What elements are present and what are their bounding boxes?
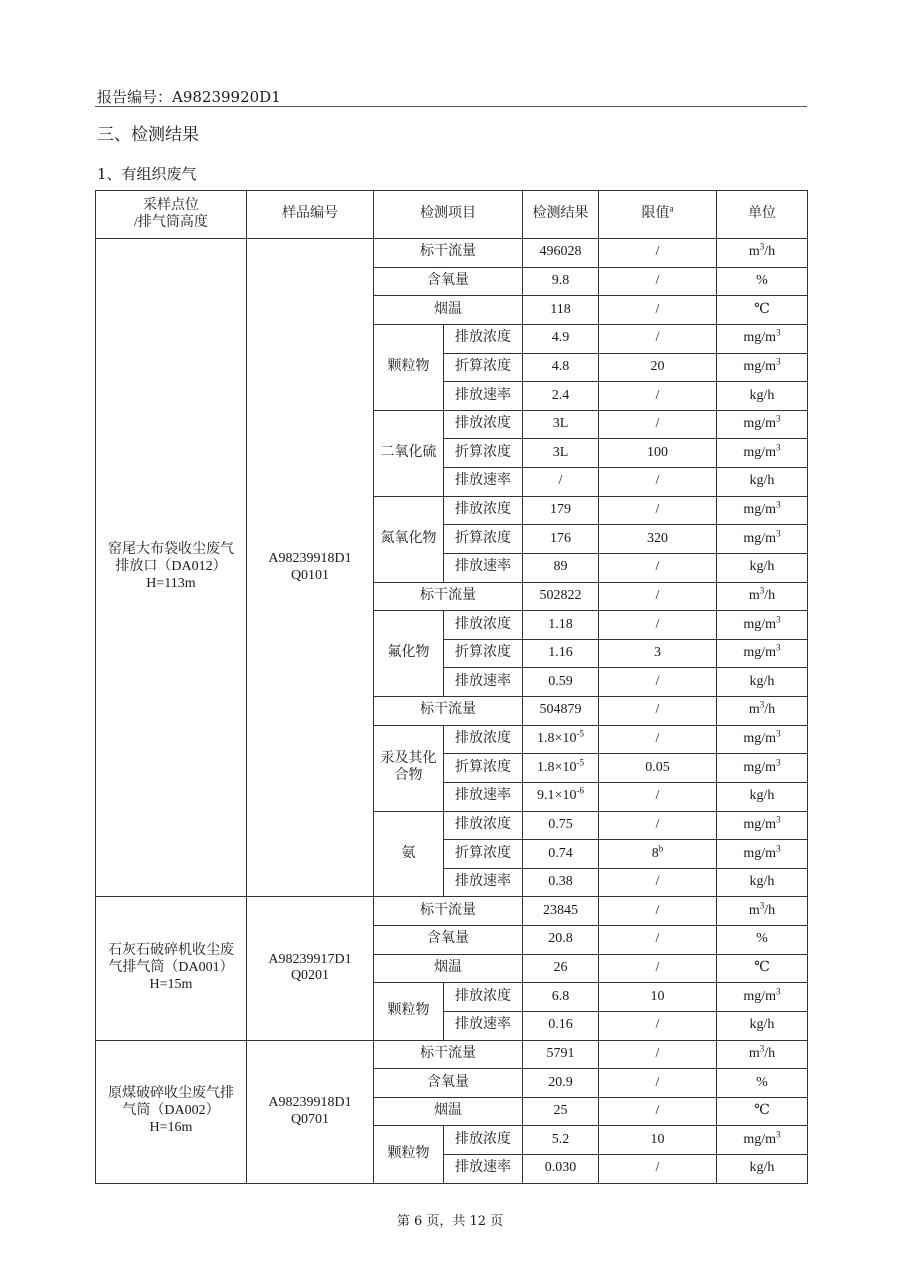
unit-cell: ℃ <box>717 1097 808 1126</box>
result-value: 0.75 <box>548 816 573 832</box>
sub-item-cell: 排放速率 <box>444 1155 523 1184</box>
unit-cell: $mg/m^3$ <box>717 725 808 754</box>
limit-cell <box>599 1069 717 1098</box>
result-cell <box>523 840 599 869</box>
result-value: 4.9 <box>551 330 570 346</box>
limit-cell <box>599 954 717 983</box>
unit-cell: $mg/m^3$ <box>717 811 808 840</box>
header-divider <box>95 106 807 107</box>
limit-value: 10 <box>650 988 665 1004</box>
limit-cell <box>599 496 717 525</box>
unit-cell: ℃ <box>717 296 808 325</box>
result-exponent: -5 <box>576 757 584 767</box>
unit-cell: % <box>717 267 808 296</box>
limit-value: / <box>655 816 660 832</box>
limit-cell <box>599 582 717 611</box>
sub-item-cell: 排放速率 <box>444 382 523 411</box>
limit-value: / <box>655 902 660 918</box>
result-cell <box>523 1040 599 1069</box>
limit-cell <box>599 611 717 640</box>
limit-cell <box>599 1126 717 1155</box>
unit-cell: $m^3/h$ <box>717 239 808 268</box>
result-cell <box>523 811 599 840</box>
result-cell <box>523 382 599 411</box>
result-value: 1.8×10 <box>537 731 577 747</box>
col-header-sample: 样品编号 <box>247 191 374 239</box>
result-cell <box>523 496 599 525</box>
item-cell: 标干流量 <box>374 697 523 726</box>
result-value: 25 <box>553 1103 568 1119</box>
result-cell <box>523 926 599 955</box>
unit-cell: $mg/m^3$ <box>717 983 808 1012</box>
limit-value: / <box>655 931 660 947</box>
sub-item-cell: 折算浓度 <box>444 639 523 668</box>
result-value: 176 <box>550 530 571 546</box>
item-cell: 烟温 <box>374 954 523 983</box>
result-cell <box>523 1097 599 1126</box>
unit-cell: $mg/m^3$ <box>717 496 808 525</box>
limit-cell <box>599 754 717 783</box>
unit-cell: % <box>717 926 808 955</box>
unit-cell: $mg/m^3$ <box>717 439 808 468</box>
result-value: 0.16 <box>548 1017 573 1033</box>
item-cell: 含氧量 <box>374 926 523 955</box>
result-cell <box>523 983 599 1012</box>
section-title: 三、检测结果 <box>97 125 199 145</box>
limit-cell <box>599 725 717 754</box>
result-cell <box>523 782 599 811</box>
limit-cell <box>599 639 717 668</box>
limit-value: / <box>655 1045 660 1061</box>
sub-item-cell: 排放浓度 <box>444 496 523 525</box>
table-row <box>96 897 808 926</box>
limit-cell <box>599 553 717 582</box>
unit-cell: kg/h <box>717 668 808 697</box>
unit-cell: ℃ <box>717 954 808 983</box>
result-value: 4.8 <box>551 358 570 374</box>
limit-footnote: b <box>658 842 664 853</box>
limit-cell <box>599 267 717 296</box>
parameter-cell: 氟化物 <box>374 611 444 697</box>
result-cell <box>523 611 599 640</box>
limit-cell <box>599 239 717 268</box>
report-number: 报告编号：A98239920D1 <box>97 88 281 106</box>
result-cell <box>523 239 599 268</box>
sub-item-cell: 排放浓度 <box>444 983 523 1012</box>
sample-id-cell: A98239918D1 Q0101 <box>247 239 374 897</box>
result-cell <box>523 697 599 726</box>
result-cell <box>523 267 599 296</box>
table-row <box>96 239 808 268</box>
unit-cell: $mg/m^3$ <box>717 353 808 382</box>
item-cell: 标干流量 <box>374 897 523 926</box>
result-exponent: -6 <box>576 785 584 796</box>
unit-cell: $m^3/h$ <box>717 582 808 611</box>
col-header-limit: 限值$^a$ <box>599 191 717 239</box>
limit-value: / <box>655 1074 660 1090</box>
sub-item-cell: 排放速率 <box>444 553 523 582</box>
limit-cell <box>599 353 717 382</box>
parameter-cell: 氨 <box>374 811 444 897</box>
limit-cell <box>599 697 717 726</box>
unit-cell: $mg/m^3$ <box>717 754 808 783</box>
result-value: 504879 <box>539 702 582 718</box>
limit-value: 100 <box>647 444 668 460</box>
limit-value: / <box>655 473 660 489</box>
result-cell <box>523 954 599 983</box>
sub-item-cell: 排放浓度 <box>444 725 523 754</box>
item-cell: 含氧量 <box>374 1069 523 1098</box>
unit-cell: $mg/m^3$ <box>717 639 808 668</box>
unit-cell: $m^3/h$ <box>717 1040 808 1069</box>
sub-item-cell: 折算浓度 <box>444 439 523 468</box>
result-value: 118 <box>550 301 571 317</box>
limit-value: / <box>655 559 660 575</box>
sub-item-cell: 折算浓度 <box>444 353 523 382</box>
limit-cell <box>599 782 717 811</box>
col-header-result: 检测结果 <box>523 191 599 239</box>
col-header-location: 采样点位 /排气筒高度 <box>96 191 247 239</box>
result-exponent: -5 <box>576 728 584 739</box>
limit-cell <box>599 926 717 955</box>
result-cell <box>523 754 599 783</box>
result-value: 89 <box>553 559 568 575</box>
limit-cell <box>599 1040 717 1069</box>
result-cell <box>523 296 599 325</box>
limit-value: / <box>655 960 660 976</box>
parameter-cell: 二氧化硫 <box>374 410 444 496</box>
item-cell: 标干流量 <box>374 239 523 268</box>
limit-cell <box>599 382 717 411</box>
parameter-cell: 颗粒物 <box>374 324 444 410</box>
sub-item-cell: 排放浓度 <box>444 1126 523 1155</box>
result-cell <box>523 353 599 382</box>
unit-cell: $m^3/h$ <box>717 697 808 726</box>
result-value: 179 <box>550 502 571 518</box>
result-cell <box>523 725 599 754</box>
result-value: 496028 <box>539 244 582 260</box>
limit-cell <box>599 1155 717 1184</box>
sub-item-cell: 排放浓度 <box>444 410 523 439</box>
limit-value: / <box>655 273 660 289</box>
result-cell <box>523 897 599 926</box>
unit-cell: kg/h <box>717 1155 808 1184</box>
item-cell: 含氧量 <box>374 267 523 296</box>
limit-value: / <box>655 1160 660 1176</box>
limit-value: 0.05 <box>645 759 670 775</box>
unit-cell: $mg/m^3$ <box>717 410 808 439</box>
result-value: 0.74 <box>548 845 573 861</box>
result-value: 20.9 <box>548 1074 573 1090</box>
unit-cell: kg/h <box>717 382 808 411</box>
unit-cell: kg/h <box>717 1011 808 1040</box>
parameter-cell: 颗粒物 <box>374 1126 444 1183</box>
result-value: 0.030 <box>544 1160 577 1176</box>
result-value: 20.8 <box>548 931 573 947</box>
limit-cell <box>599 439 717 468</box>
limit-cell <box>599 840 717 869</box>
unit-cell: $m^3/h$ <box>717 897 808 926</box>
result-cell <box>523 468 599 497</box>
limit-value: / <box>655 731 660 747</box>
parameter-cell: 颗粒物 <box>374 983 444 1040</box>
result-value: 5.2 <box>551 1131 570 1147</box>
unit-cell: kg/h <box>717 553 808 582</box>
unit-cell: $mg/m^3$ <box>717 611 808 640</box>
limit-cell <box>599 811 717 840</box>
result-cell <box>523 439 599 468</box>
unit-cell: $mg/m^3$ <box>717 1126 808 1155</box>
limit-cell <box>599 324 717 353</box>
item-cell: 烟温 <box>374 296 523 325</box>
parameter-cell: 氮氧化物 <box>374 496 444 582</box>
limit-value: / <box>655 502 660 518</box>
sample-id-cell: A98239918D1 Q0701 <box>247 1040 374 1183</box>
page-footer: 第 6 页，共 12 页 <box>396 1214 504 1229</box>
col-header-unit: 单位 <box>717 191 808 239</box>
result-value: 2.4 <box>551 387 570 403</box>
result-cell <box>523 1126 599 1155</box>
result-value: 3L <box>552 416 569 432</box>
limit-cell <box>599 983 717 1012</box>
sub-item-cell: 排放速率 <box>444 668 523 697</box>
location-cell: 窑尾大布袋收尘废气排放口（DA012） H=113m <box>96 239 247 897</box>
limit-value: 10 <box>650 1131 665 1147</box>
sample-id-cell: A98239917D1 Q0201 <box>247 897 374 1040</box>
limit-cell <box>599 468 717 497</box>
sub-item-cell: 排放浓度 <box>444 324 523 353</box>
unit-cell: % <box>717 1069 808 1098</box>
limit-value: / <box>655 788 660 804</box>
limit-cell <box>599 410 717 439</box>
result-cell <box>523 1069 599 1098</box>
limit-value: / <box>655 616 660 632</box>
result-value: / <box>558 473 563 489</box>
result-cell <box>523 582 599 611</box>
sub-item-cell: 排放浓度 <box>444 611 523 640</box>
result-value: 9.1×10 <box>537 788 577 804</box>
unit-cell: $mg/m^3$ <box>717 324 808 353</box>
unit-cell: kg/h <box>717 868 808 897</box>
sub-item-cell: 折算浓度 <box>444 840 523 869</box>
limit-value: / <box>655 587 660 603</box>
limit-value: / <box>655 702 660 718</box>
result-cell <box>523 410 599 439</box>
limit-cell <box>599 296 717 325</box>
unit-cell: $mg/m^3$ <box>717 525 808 554</box>
table-row <box>96 1040 808 1069</box>
limit-cell <box>599 1011 717 1040</box>
result-value: 3L <box>552 444 569 460</box>
col-header-item: 检测项目 <box>374 191 523 239</box>
limit-value: / <box>655 1103 660 1119</box>
limit-value: / <box>655 330 660 346</box>
result-value: 1.16 <box>548 645 573 661</box>
result-value: 502822 <box>539 587 582 603</box>
limit-value: / <box>655 673 660 689</box>
unit-cell: kg/h <box>717 782 808 811</box>
limit-value: 20 <box>650 358 665 374</box>
result-value: 5791 <box>546 1045 575 1061</box>
sub-item-cell: 排放速率 <box>444 1011 523 1040</box>
subsection-title: 1、有组织废气 <box>97 165 197 183</box>
limit-value: / <box>655 387 660 403</box>
item-cell: 标干流量 <box>374 1040 523 1069</box>
limit-value: 3 <box>654 645 661 661</box>
table-header-row <box>96 191 808 239</box>
sub-item-cell: 折算浓度 <box>444 754 523 783</box>
sub-item-cell: 排放速率 <box>444 468 523 497</box>
limit-value: / <box>655 1017 660 1033</box>
unit-cell: kg/h <box>717 468 808 497</box>
result-value: 26 <box>553 960 568 976</box>
sub-item-cell: 排放速率 <box>444 782 523 811</box>
location-cell: 石灰石破碎机收尘废气排气筒（DA001） H=15m <box>96 897 247 1040</box>
limit-value: / <box>655 416 660 432</box>
limit-cell <box>599 897 717 926</box>
item-cell: 标干流量 <box>374 582 523 611</box>
sub-item-cell: 折算浓度 <box>444 525 523 554</box>
parameter-cell: 汞及其化合物 <box>374 725 444 811</box>
limit-value: / <box>655 874 660 890</box>
result-cell <box>523 553 599 582</box>
result-value: 1.8×10 <box>537 759 577 775</box>
result-cell <box>523 868 599 897</box>
item-cell: 烟温 <box>374 1097 523 1126</box>
limit-cell <box>599 668 717 697</box>
result-cell <box>523 525 599 554</box>
result-cell <box>523 1155 599 1184</box>
limit-value: / <box>655 301 660 317</box>
result-value: 1.18 <box>548 616 573 632</box>
result-value: 9.8 <box>551 273 570 289</box>
result-value: 0.38 <box>548 874 573 890</box>
location-cell: 原煤破碎收尘废气排气筒（DA002） H=16m <box>96 1040 247 1183</box>
unit-cell: $mg/m^3$ <box>717 840 808 869</box>
limit-value: 320 <box>647 530 668 546</box>
limit-value: 8 <box>651 845 659 861</box>
sub-item-cell: 排放浓度 <box>444 811 523 840</box>
result-value: 6.8 <box>551 988 570 1004</box>
limit-cell <box>599 1097 717 1126</box>
result-cell <box>523 1011 599 1040</box>
limit-cell <box>599 525 717 554</box>
result-cell <box>523 324 599 353</box>
limit-cell <box>599 868 717 897</box>
results-table <box>95 190 808 1184</box>
result-cell <box>523 639 599 668</box>
limit-value: / <box>655 244 660 260</box>
result-value: 0.59 <box>548 673 573 689</box>
result-cell <box>523 668 599 697</box>
result-value: 23845 <box>543 902 578 918</box>
sub-item-cell: 排放速率 <box>444 868 523 897</box>
